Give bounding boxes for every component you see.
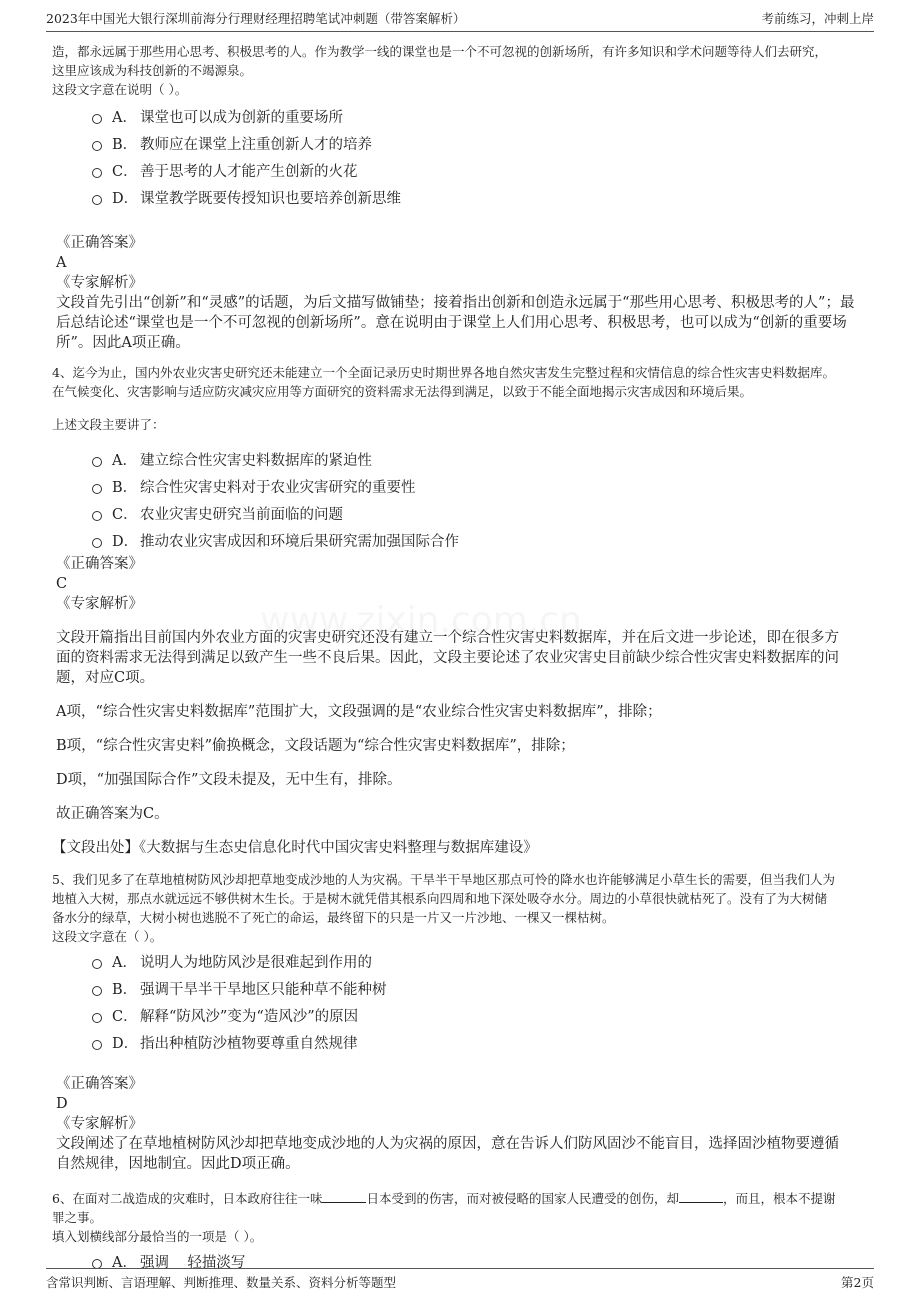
q6-passage-line: 6、在面对二战造成的灾难时，日本政府往往一味 日本受到的伤害，而对被侵略的国家人民遭受的创伤，却 ，而且，根本不提谢 (52, 1188, 868, 1208)
q4-option-d[interactable]: D． 推动农业灾害成因和环境后果研究需加强国际合作 (52, 527, 868, 554)
q5-passage-line: 地植入大树，那点水就远远不够供树木生长。于是树木就凭借其根系向四周和地下深处吸夺水分。周边的小草很快就枯死了。没有了为大树储 (52, 891, 828, 906)
q5-stem: 这段文字意在（ ）。 (52, 929, 163, 944)
radio-icon[interactable] (92, 141, 102, 151)
radio-icon[interactable] (92, 959, 102, 969)
q4-answer-label: 《正确答案》 (56, 556, 143, 572)
q3-analysis-line: 所”。因此A项正确。 (56, 335, 190, 351)
radio-icon[interactable] (92, 1013, 102, 1023)
q3-option-d[interactable]: D． 课堂教学既要传授知识也要培养创新思维 (52, 184, 868, 211)
radio-icon[interactable] (92, 484, 102, 494)
radio-icon[interactable] (92, 538, 102, 548)
q5-analysis-label: 《专家解析》 (56, 1116, 143, 1132)
radio-icon[interactable] (92, 457, 102, 467)
q3-options (52, 103, 868, 211)
q5-passage-line: 5、我们见多了在草地植树防风沙却把草地变成沙地的人为灾祸。干旱半干旱地区那点可怜的降水也许能够满足小草生长的需要，但当我们人为 (52, 872, 835, 887)
fill-blank (679, 1188, 723, 1203)
q5-option-c[interactable]: C． 解释“防风沙”变为“造风沙”的原因 (52, 1002, 868, 1029)
q5-option-d[interactable]: D． 指出种植防沙植物要尊重自然规律 (52, 1029, 868, 1056)
q4-option-a-explanation: A项，“综合性灾害史料数据库”范围扩大，文段强调的是“农业综合性灾害史料数据库”，排除； (56, 704, 662, 720)
q5-analysis-line: 自然规律，因地制宜。因此D项正确。 (56, 1156, 300, 1172)
q6-passage-line: 罪之事。 (52, 1210, 103, 1225)
q6-stem: 填入划横线部分最恰当的一项是（ ）。 (52, 1229, 263, 1244)
q5-answer-label: 《正确答案》 (56, 1076, 143, 1092)
page-number: 第2页 (841, 1275, 874, 1290)
radio-icon[interactable] (92, 195, 102, 205)
q4-option-b[interactable]: B． 综合性灾害史料对于农业灾害研究的重要性 (52, 473, 868, 500)
q5-passage-line: 备水分的绿草，大树小树也逃脱不了死亡的命运，最终留下的只是一片又一片沙地、一棵又一棵枯树。 (52, 910, 615, 925)
q4-passage-line: 4、迄今为止，国内外农业灾害史研究还未能建立一个全面记录历史时期世界各地自然灾害发生完整过程和灾情信息的综合性灾害史料数据库。 (52, 365, 835, 380)
radio-icon[interactable] (92, 1040, 102, 1050)
footer-note: 含常识判断、言语理解、判断推理、数量关系、资料分析等题型 (46, 1275, 397, 1290)
page-header (46, 8, 874, 32)
page-content (52, 42, 868, 1275)
q4-stem: 上述文段主要讲了： (52, 417, 165, 432)
q4-option-c[interactable]: C． 农业灾害史研究当前面临的问题 (52, 500, 868, 527)
header-slogan: 考前练习，冲刺上岸 (761, 11, 874, 26)
q3-answer: A (56, 255, 67, 271)
q6-option-a[interactable]: A． 强调 轻描淡写 (52, 1248, 868, 1275)
q3-analysis-line: 文段首先引出“创新”和“灵感”的话题，为后文描写做铺垫；接着指出创新和创造永远属于“那些用心思考、积极思考的人”；最 (56, 295, 855, 311)
q4-passage-line: 在气候变化、灾害影响与适应防灾减灾应用等方面研究的资料需求无法得到满足，以致于不能全面地揭示灾害成因和环境后果。 (52, 384, 753, 399)
radio-icon[interactable] (92, 1259, 102, 1269)
q4-option-b-explanation: B项，“综合性灾害史料”偷换概念，文段话题为“综合性灾害史料数据库”，排除； (56, 738, 575, 754)
q3-option-b[interactable]: B． 教师应在课堂上注重创新人才的培养 (52, 130, 868, 157)
q3-passage-line: 这里应该成为科技创新的不竭源泉。 (52, 63, 253, 78)
q5-analysis-line: 文段阐述了在草地植树防风沙却把草地变成沙地的人为灾祸的原因，意在告诉人们防风固沙不能盲目，选择固沙植物要遵循 (56, 1136, 839, 1152)
q4-analysis-line: 面的资料需求无法得到满足以致产生一些不良后果。因此，文段主要论述了农业灾害史目前缺少综合性灾害史料数据库的问 (56, 650, 839, 666)
fill-blank (322, 1188, 366, 1203)
q5-answer: D (56, 1096, 68, 1112)
q3-passage-line: 造，都永远属于那些用心思考、积极思考的人。作为教学一线的课堂也是一个不可忽视的创新场所，有许多知识和学术问题等待人们去研究， (52, 44, 828, 59)
q3-analysis-line: 后总结论述“课堂也是一个不可忽视的创新场所”。意在说明由于课堂上人们用心思考、积极思考，也可以成为“创新的重要场 (56, 315, 847, 331)
q5-option-a[interactable]: A． 说明人为地防风沙是很难起到作用的 (52, 948, 868, 975)
q4-analysis-line: 题，对应C项。 (56, 670, 155, 686)
q4-source: 【文段出处】《大数据与生态史信息化时代中国灾害史料整理与数据库建设》 (52, 840, 538, 856)
header-title: 2023年中国光大银行深圳前海分行理财经理招聘笔试冲刺题（带答案解析） (46, 11, 466, 26)
radio-icon[interactable] (92, 168, 102, 178)
q3-analysis-label: 《专家解析》 (56, 275, 143, 291)
q3-stem: 这段文字意在说明（ ）。 (52, 82, 188, 97)
q5-option-b[interactable]: B． 强调干旱半干旱地区只能种草不能种树 (52, 975, 868, 1002)
q4-option-d-explanation: D项，“加强国际合作”文段未提及，无中生有，排除。 (56, 772, 402, 788)
radio-icon[interactable] (92, 114, 102, 124)
q4-option-a[interactable]: A． 建立综合性灾害史料数据库的紧迫性 (52, 446, 868, 473)
q3-option-c[interactable]: C． 善于思考的人才能产生创新的火花 (52, 157, 868, 184)
page-footer (46, 1268, 874, 1292)
q3-option-a[interactable]: A． 课堂也可以成为创新的重要场所 (52, 103, 868, 130)
q4-answer: C (56, 576, 68, 592)
q5-options (52, 948, 868, 1056)
q4-analysis-line: 文段开篇指出目前国内外农业方面的灾害史研究还没有建立一个综合性灾害史料数据库，并在后文进一步论述，即在很多方 (56, 630, 839, 646)
q4-analysis-label: 《专家解析》 (56, 596, 143, 612)
q4-options (52, 446, 868, 554)
radio-icon[interactable] (92, 986, 102, 996)
q4-conclusion: 故正确答案为C。 (56, 806, 169, 822)
radio-icon[interactable] (92, 511, 102, 521)
q3-answer-label: 《正确答案》 (56, 235, 143, 251)
